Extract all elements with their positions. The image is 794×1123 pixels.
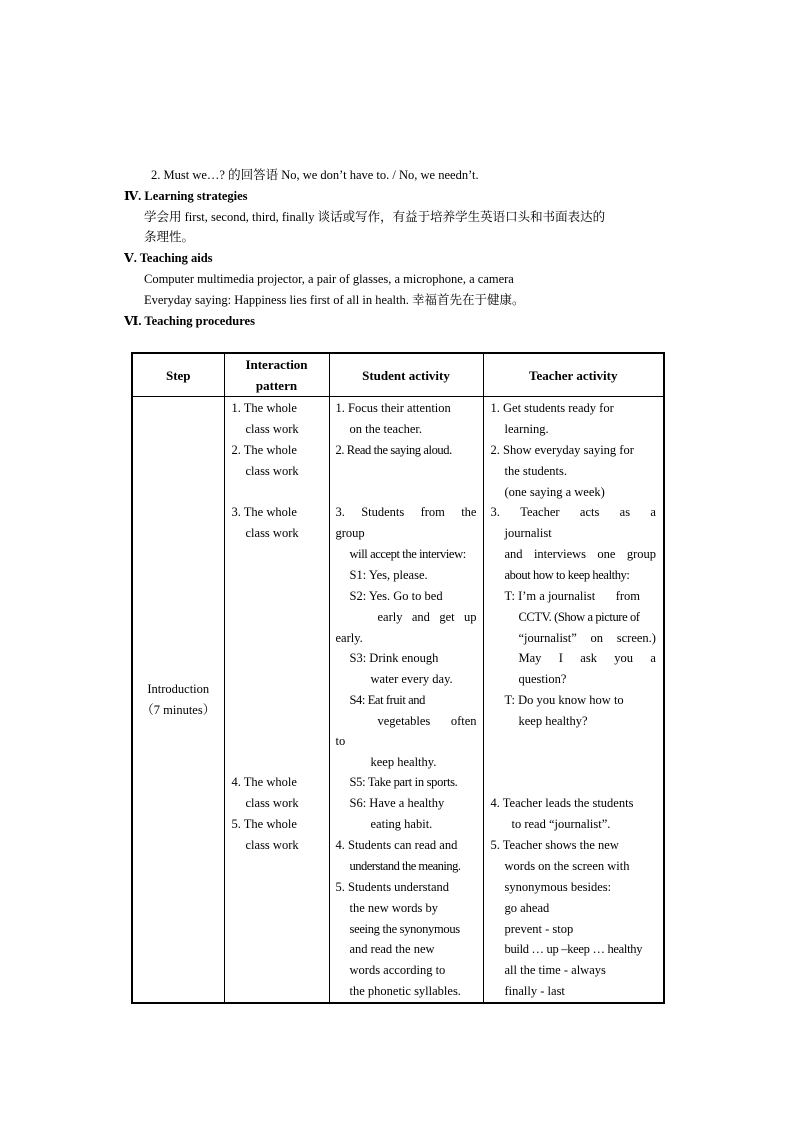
procedures-table — [131, 352, 665, 1004]
interaction-item: class work — [245, 838, 299, 852]
table-row — [132, 397, 664, 1003]
word: vegetables — [377, 714, 431, 728]
student-line: early. — [335, 631, 363, 645]
header-interaction-line2: pattern — [255, 378, 298, 393]
header-teacher-activity: Teacher activity — [483, 353, 664, 397]
student-line: the phonetic syllables. — [349, 984, 461, 998]
interaction-item: class work — [245, 422, 299, 436]
header-student-activity: Student activity — [329, 353, 483, 397]
word: 3. — [490, 505, 500, 519]
interaction-item: 3. The whole — [231, 505, 297, 519]
student-line — [378, 607, 477, 627]
teacher-line: prevent - stop — [504, 922, 574, 936]
teacher-line: journalist — [504, 526, 552, 540]
word: and — [504, 547, 523, 561]
teacher-line — [505, 544, 657, 564]
student-line: on the teacher. — [349, 422, 423, 436]
student-line — [378, 711, 477, 731]
word: interviews — [533, 547, 587, 561]
teacher-line: all the time - always — [504, 963, 606, 977]
header-step: Step — [132, 353, 224, 397]
interaction-item: 4. The whole — [231, 775, 297, 789]
student-line: words according to — [349, 963, 446, 977]
teacher-line: words on the screen with — [504, 859, 630, 873]
table-header-row — [132, 353, 664, 397]
teacher-line: 4. Teacher leads the students — [490, 796, 634, 810]
word: on — [590, 631, 604, 645]
teacher-line: synonymous besides: — [504, 880, 612, 894]
teacher-line: to read “journalist”. — [511, 817, 611, 831]
word: up — [464, 610, 477, 624]
interaction-item: 5. The whole — [231, 817, 297, 831]
interaction-item: class work — [245, 526, 299, 540]
interaction-item: class work — [245, 796, 299, 810]
teacher-line: go ahead — [504, 901, 550, 915]
word: as — [619, 505, 631, 519]
student-line: 4. Students can read and — [335, 838, 458, 852]
student-line: the new words by — [349, 901, 439, 915]
teaching-aids-heading: Ⅴ. Teaching aids — [124, 251, 213, 265]
word: 3. — [335, 505, 345, 519]
student-line: group — [335, 526, 365, 540]
student-line: eating habit. — [370, 817, 433, 831]
student-line: and read the new — [349, 942, 435, 956]
teacher-line — [505, 586, 641, 606]
teacher-line: 2. Show everyday saying for — [490, 443, 634, 457]
word: acts — [579, 505, 600, 519]
interaction-item: 1. The whole — [231, 401, 297, 415]
word: a — [650, 651, 656, 665]
header-interaction — [224, 353, 329, 397]
word: a — [650, 505, 656, 519]
student-line: S4: Eat fruit and — [349, 693, 425, 707]
learning-strategies-text-2: 条理性。 — [144, 230, 195, 244]
student-line: 2. Read the saying aloud. — [335, 443, 452, 457]
word: group — [626, 547, 656, 561]
word: screen.) — [616, 631, 656, 645]
word: I — [558, 651, 563, 665]
teacher-line: CCTV. (Show a picture of — [518, 610, 640, 624]
teacher-line: (one saying a week) — [504, 485, 605, 499]
word: from — [420, 505, 445, 519]
teacher-line: about how to keep healthy: — [504, 568, 630, 582]
word: “journalist” — [518, 631, 577, 645]
student-line: understand the meaning. — [349, 859, 461, 873]
word: you — [614, 651, 634, 665]
teacher-activity-cell — [483, 397, 664, 1003]
teaching-aids-text: Computer multimedia projector, a pair of glasses, a microphone, a camera — [144, 272, 514, 286]
student-line: 5. Students understand — [335, 880, 450, 894]
teacher-line: finally - last — [504, 984, 565, 998]
student-line: will accept the interview: — [349, 547, 466, 561]
interaction-cell — [224, 397, 329, 1003]
teacher-line — [519, 628, 657, 648]
teacher-line: build … up –keep … healthy — [504, 942, 643, 956]
word: Teacher — [520, 505, 560, 519]
student-line: S5: Take part in sports. — [349, 775, 458, 789]
student-line: to — [335, 734, 346, 748]
answer-form-line: 2. Must we…? 的回答语 No, we don’t have to. / No, we needn’t. — [151, 168, 479, 182]
word: one — [597, 547, 616, 561]
word: Students — [361, 505, 405, 519]
teacher-line: keep healthy? — [518, 714, 588, 728]
learning-strategies-heading: Ⅳ. Learning strategies — [124, 189, 248, 203]
word: T: I’m a journalist — [504, 589, 596, 603]
teacher-line: question? — [518, 672, 567, 686]
student-line: keep healthy. — [370, 755, 437, 769]
teacher-line: T: Do you know how to — [504, 693, 624, 707]
word: often — [450, 714, 477, 728]
interaction-item: class work — [245, 464, 299, 478]
word: get — [439, 610, 455, 624]
student-line: S1: Yes, please. — [349, 568, 428, 582]
step-time: （7 minutes） — [141, 703, 216, 717]
student-line: S6: Have a healthy — [349, 796, 445, 810]
step-name: Introduction — [147, 682, 210, 696]
step-cell — [132, 397, 224, 1003]
student-activity-cell — [329, 397, 483, 1003]
word: early — [377, 610, 403, 624]
student-line — [336, 502, 477, 522]
teaching-procedures-heading: Ⅵ. Teaching procedures — [124, 314, 255, 328]
teacher-line: 1. Get students ready for — [490, 401, 614, 415]
word: ask — [580, 651, 597, 665]
teacher-line: 5. Teacher shows the new — [490, 838, 619, 852]
word: May — [518, 651, 542, 665]
header-interaction-line1: Interaction — [245, 357, 308, 372]
interaction-item: 2. The whole — [231, 443, 297, 457]
word: the — [461, 505, 477, 519]
teacher-line — [491, 502, 657, 522]
teacher-line: learning. — [504, 422, 549, 436]
word: from — [615, 589, 640, 603]
learning-strategies-text-1: 学会用 first, second, third, finally 谈话或写作，有益于培养学生英语口头和书面表达的 — [144, 210, 606, 224]
everyday-saying: Everyday saying: Happiness lies first of all in health. 幸福首先在于健康。 — [144, 293, 525, 307]
student-line: 1. Focus their attention — [335, 401, 451, 415]
word: and — [411, 610, 430, 624]
student-line: S2: Yes. Go to bed — [349, 589, 443, 603]
student-line: S3: Drink enough — [349, 651, 439, 665]
student-line: seeing the synonymous — [349, 922, 460, 936]
student-line: water every day. — [370, 672, 453, 686]
teacher-line: the students. — [504, 464, 567, 478]
teacher-line — [519, 648, 657, 668]
